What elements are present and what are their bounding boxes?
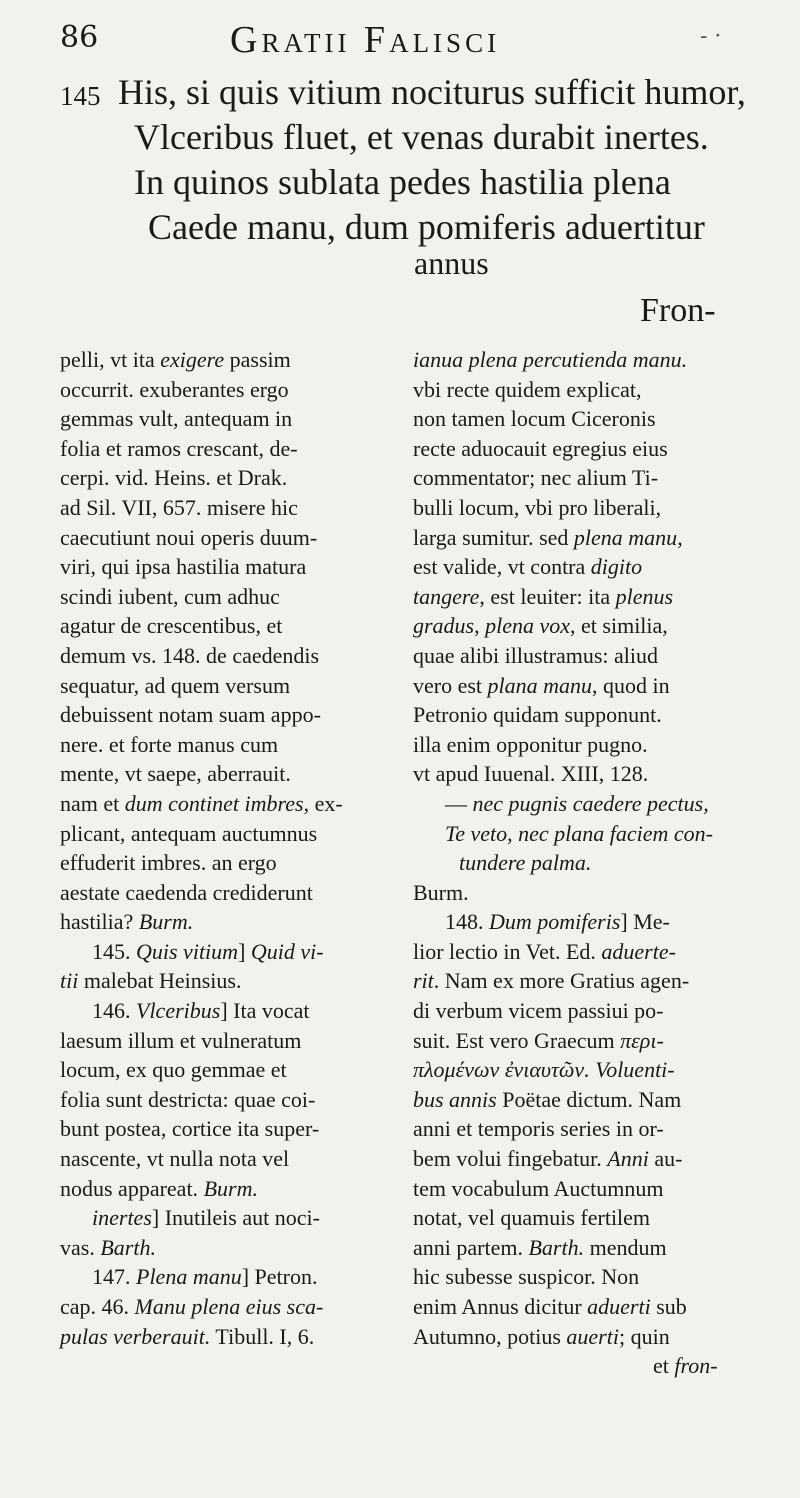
commentary-line: [413, 671, 753, 701]
commentary-text: hastilia?: [60, 909, 139, 935]
italic-text: Quis vitium: [136, 938, 239, 964]
italic-text: Dum pomiferis: [489, 909, 621, 935]
commentary-line: [413, 730, 753, 760]
commentary-line: [413, 641, 753, 671]
italic-text: auerti: [566, 1323, 619, 1349]
commentary-text: vt apud Iuuenal. XIII, 128.: [413, 761, 649, 787]
commentary-text: ] Me-: [620, 909, 670, 935]
italic-text: plena manu: [573, 524, 678, 550]
commentary-line: [413, 1233, 753, 1263]
italic-text: pulas verberauit.: [60, 1323, 211, 1349]
commentary-text: 146.: [92, 998, 136, 1024]
commentary-text: effuderit imbres. an ergo: [60, 850, 277, 876]
commentary-line: [413, 552, 753, 582]
commentary-text: mente, vt saepe, aberrauit.: [60, 761, 291, 787]
commentary-line: [413, 937, 753, 967]
commentary-text: ,: [474, 613, 486, 639]
commentary-line: [60, 789, 390, 819]
italic-text: dum continet imbres: [124, 790, 304, 816]
commentary-text: pelli, vt ita: [60, 347, 161, 372]
commentary-text: ; quin: [618, 1323, 670, 1349]
italic-text: tangere: [413, 583, 480, 609]
commentary-line: [60, 966, 390, 996]
commentary-line: [60, 878, 390, 908]
running-head-ornament: - ·: [700, 24, 722, 49]
commentary-text: , est leuiter: ita: [479, 583, 616, 609]
italic-text: plana manu: [487, 672, 593, 698]
commentary-text: ad Sil. VII, 657. misere hic: [60, 494, 298, 520]
commentary-line: [413, 493, 753, 523]
commentary-line: [60, 937, 390, 967]
commentary-line: [413, 345, 753, 375]
commentary-line: [413, 434, 753, 464]
commentary-text: plicant, antequam auctumnus: [60, 820, 318, 846]
commentary-line: [413, 1085, 753, 1115]
commentary-text: sequatur, ad quem versum: [60, 672, 291, 698]
commentary-line: [413, 907, 753, 937]
commentary-text: sub: [650, 1294, 687, 1319]
commentary-line: [60, 493, 390, 523]
commentary-text: nam et: [60, 790, 125, 816]
commentary-text: passim: [224, 347, 291, 372]
commentary-text: Burm.: [413, 879, 469, 905]
commentary-line: [413, 611, 753, 641]
commentary-text: di verbum vicem passiui po-: [413, 998, 664, 1024]
commentary-text: Petronio quidam supponunt.: [413, 702, 662, 728]
commentary-line: [60, 996, 390, 1026]
italic-text: gradus: [413, 613, 475, 639]
commentary-line: [413, 878, 753, 908]
italic-text: nec plana faciem con-: [518, 820, 713, 846]
commentary-line: [413, 1026, 753, 1056]
commentary-line: [60, 463, 390, 493]
commentary-line: [60, 641, 390, 671]
commentary-line: [413, 1322, 753, 1352]
commentary-text: malebat Heinsius.: [78, 968, 242, 994]
commentary-text: quae alibi illustramus: aliud: [413, 642, 659, 668]
commentary-text: ] Petron.: [241, 1264, 318, 1290]
commentary-line: [60, 759, 390, 789]
commentary-text: et: [653, 1353, 675, 1379]
commentary-text: nascente, vt nulla nota vel: [60, 1146, 290, 1172]
verse-text: In quinos sublata pedes hastilia plena: [134, 162, 671, 202]
commentary-line: [413, 1144, 753, 1174]
commentary-line: [413, 1203, 753, 1233]
commentary-text: occurrit. exuberantes ergo: [60, 376, 289, 402]
italic-text: Burm.: [138, 909, 194, 935]
commentary-line: [413, 1114, 753, 1144]
commentary-line: [413, 1351, 753, 1381]
commentary-text: debuissent notam suam appo-: [60, 702, 321, 728]
commentary-line: [60, 1322, 390, 1352]
commentary-text: caecutiunt noui operis duum-: [60, 524, 318, 550]
verse-line: [60, 160, 760, 205]
italic-text: Barth.: [528, 1234, 585, 1260]
commentary-text: non tamen locum Ciceronis: [413, 406, 656, 432]
commentary-text: nere. et forte manus cum: [60, 731, 279, 757]
commentary-text: Tibull. I, 6.: [210, 1323, 315, 1349]
commentary-line: [60, 819, 390, 849]
commentary-text: commentator; nec alium Ti-: [413, 465, 659, 491]
commentary-line: [60, 907, 390, 937]
commentary-text: ] Ita vocat: [220, 998, 310, 1024]
commentary-text: 145.: [92, 938, 136, 964]
commentary-text: nodus appareat.: [60, 1175, 204, 1201]
commentary-line: [60, 1174, 390, 1204]
commentary-line: [413, 404, 753, 434]
commentary-text: bem volui fingebatur.: [413, 1146, 608, 1172]
commentary-text: , et similia,: [570, 613, 668, 639]
commentary-text: ] Inutileis aut noci-: [151, 1205, 320, 1231]
commentary-text: mendum: [584, 1234, 667, 1260]
commentary-line: [60, 552, 390, 582]
commentary-text: au-: [648, 1146, 683, 1172]
commentary-text: anni partem.: [413, 1234, 529, 1260]
commentary-line: [413, 582, 753, 612]
commentary-line: [60, 1026, 390, 1056]
commentary-text: Poëtae dictum. Nam: [496, 1086, 682, 1112]
italic-text: Plena manu: [136, 1264, 242, 1290]
italic-text: ianua plena percutienda manu.: [413, 347, 688, 372]
commentary-text: cerpi. vid. Heins. et Drak.: [60, 465, 288, 491]
catchword: Fron-: [640, 292, 716, 329]
commentary-text: recte aduocauit egregius eius: [413, 435, 668, 461]
commentary-text: bunt postea, cortice ita super-: [60, 1116, 320, 1142]
commentary-line: [60, 434, 390, 464]
commentary-line: [60, 582, 390, 612]
commentary-text: hic subesse suspicor. Non: [413, 1264, 640, 1290]
commentary-line: [60, 375, 390, 405]
commentary-text: . Nam ex more Gratius agen-: [433, 968, 690, 994]
commentary-text: vas.: [60, 1234, 101, 1260]
commentary-line: [60, 700, 390, 730]
verse-line: [60, 205, 760, 250]
italic-text: tii: [60, 968, 79, 994]
italic-text: Te veto: [445, 820, 508, 846]
commentary-text: , ex-: [303, 790, 343, 816]
commentary-text: vero est: [413, 672, 488, 698]
italic-text: plena vox: [485, 613, 571, 639]
commentary-line: [413, 1174, 753, 1204]
commentary-line: [413, 700, 753, 730]
italic-text: inertes: [92, 1205, 152, 1231]
commentary-line: [413, 848, 753, 878]
running-title: Gratii Falisci: [230, 19, 501, 61]
commentary-line: [60, 1203, 390, 1233]
commentary-text: agatur de crescentibus, et: [60, 613, 283, 639]
verse-text: His, si quis vitium nociturus sufficit humor,: [118, 72, 746, 112]
italic-text: Voluenti-: [595, 1057, 675, 1083]
verse-turnover: annus: [414, 245, 489, 281]
commentary-text: , quod in: [592, 672, 670, 698]
italic-text: digito: [590, 554, 643, 580]
italic-text: Barth.: [100, 1234, 156, 1260]
commentary-text: lior lectio in Vet. Ed.: [413, 938, 602, 964]
commentary-line: [60, 611, 390, 641]
italic-text: aduerti: [587, 1294, 651, 1319]
italic-text: Burm.: [203, 1175, 258, 1201]
commentary-text: larga sumitur. sed: [413, 524, 574, 550]
commentary-text: notat, vel quamuis fertilem: [413, 1205, 651, 1231]
commentary-text: folia sunt destricta: quae coi-: [60, 1086, 316, 1112]
verse-number: 145: [60, 81, 101, 111]
commentary-line: [60, 848, 390, 878]
commentary-text: enim Annus dicitur: [413, 1294, 588, 1319]
commentary-text: est valide, vt contra: [413, 554, 591, 580]
running-head: [60, 18, 750, 68]
verse-line: [60, 70, 760, 115]
commentary-line: [60, 1114, 390, 1144]
page-number: 86: [60, 20, 99, 55]
commentary-line: [413, 759, 753, 789]
commentary-line: [60, 523, 390, 553]
commentary-line: [413, 1262, 753, 1292]
verse-block: [60, 70, 760, 250]
italic-text: exigere: [160, 347, 225, 372]
verse-line: [60, 115, 760, 160]
commentary-line: [413, 463, 753, 493]
commentary-text: 147.: [92, 1264, 136, 1290]
commentary-line: [60, 1262, 390, 1292]
commentary-line: [60, 1055, 390, 1085]
commentary-text: bulli locum, vbi pro liberali,: [413, 494, 662, 520]
italic-text: Quid vi-: [250, 938, 324, 964]
commentary-text: —: [445, 790, 473, 816]
italic-text: Vlceribus: [136, 998, 221, 1024]
commentary-line: [60, 1233, 390, 1263]
commentary-line: [413, 789, 753, 819]
italic-text: rit: [413, 968, 434, 994]
commentary-text: 148.: [445, 909, 489, 935]
commentary-right-column: [413, 345, 753, 1381]
commentary-line: [413, 1292, 753, 1322]
commentary-line: [60, 671, 390, 701]
italic-text: plenus: [615, 583, 674, 609]
commentary-text: ,: [507, 820, 519, 846]
commentary-text: illa enim opponitur pugno.: [413, 731, 648, 757]
commentary-text: Autumno, potius: [413, 1323, 567, 1349]
commentary-line: [60, 730, 390, 760]
commentary-text: gemmas vult, antequam in: [60, 406, 293, 432]
commentary-text: scindi iubent, cum adhuc: [60, 583, 280, 609]
italic-text: Manu plena eius sca-: [134, 1294, 324, 1319]
verse-text: Vlceribus fluet, et venas durabit inertes.: [134, 117, 709, 157]
commentary-text: locum, ex quo gemmae et: [60, 1057, 287, 1083]
italic-text: πλομένων ἐνιαυτῶν.: [413, 1057, 590, 1083]
commentary-text: vbi recte quidem explicat,: [413, 376, 642, 402]
italic-text: περι-: [620, 1027, 664, 1053]
commentary-line: [413, 375, 753, 405]
italic-text: tundere palma.: [459, 850, 592, 876]
commentary-text: anni et temporis series in or-: [413, 1116, 664, 1142]
commentary-text: cap. 46.: [60, 1294, 135, 1319]
italic-text: bus annis: [413, 1086, 497, 1112]
commentary-line: [413, 1055, 753, 1085]
commentary-line: [413, 996, 753, 1026]
italic-text: aduerte-: [601, 938, 676, 964]
commentary-left-column: [60, 345, 390, 1351]
commentary-line: [60, 1144, 390, 1174]
commentary-text: ]: [238, 938, 251, 964]
commentary-text: demum vs. 148. de caedendis: [60, 642, 320, 668]
commentary-line: [60, 404, 390, 434]
commentary-text: viri, qui ipsa hastilia matura: [60, 554, 307, 580]
italic-text: fron-: [674, 1353, 718, 1379]
commentary-line: [60, 1085, 390, 1115]
commentary-text: folia et ramos crescant, de-: [60, 435, 298, 461]
commentary-text: laesum illum et vulneratum: [60, 1027, 302, 1053]
commentary-text: ,: [677, 524, 683, 550]
commentary-line: [60, 345, 390, 375]
commentary-line: [60, 1292, 390, 1322]
verse-text: Caede manu, dum pomiferis aduertitur: [148, 207, 705, 247]
commentary-text: aestate caedenda crediderunt: [60, 879, 313, 905]
commentary-text: tem vocabulum Auctumnum: [413, 1175, 664, 1201]
italic-text: Anni: [607, 1146, 649, 1172]
commentary-line: [413, 523, 753, 553]
commentary-line: [413, 966, 753, 996]
commentary-text: suit. Est vero Graecum: [413, 1027, 621, 1053]
commentary-line: [413, 819, 753, 849]
italic-text: nec pugnis caedere pectus,: [472, 790, 709, 816]
